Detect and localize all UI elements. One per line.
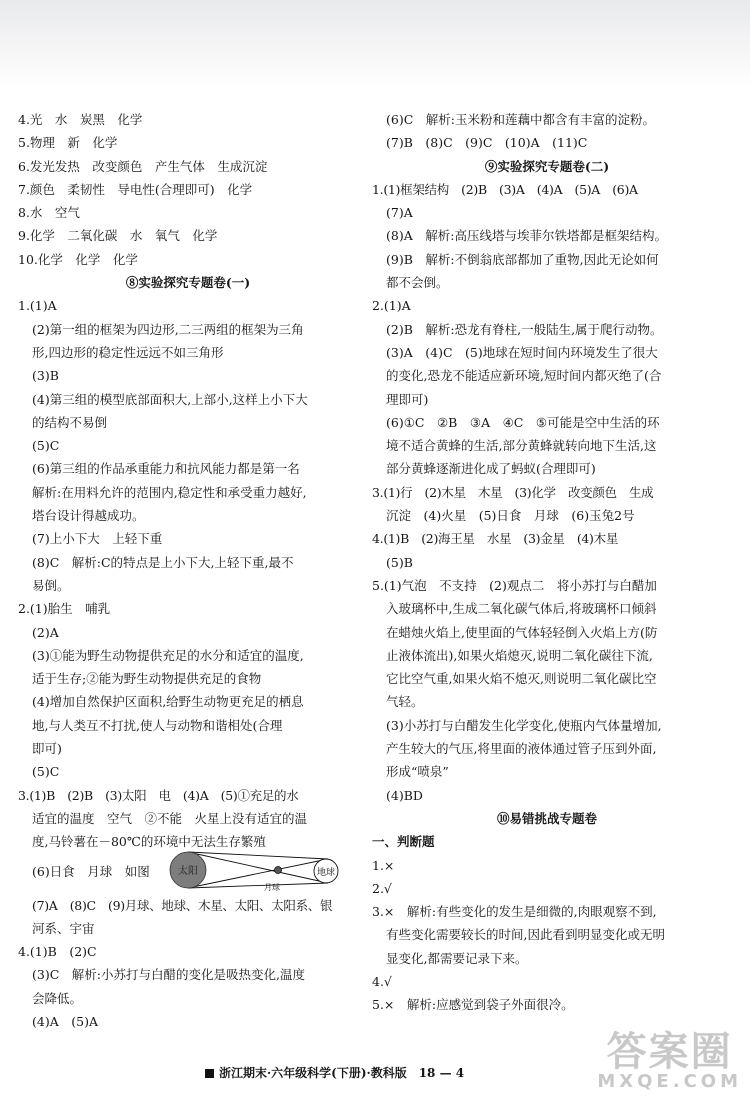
answer-line: 会降低。 — [32, 990, 83, 1006]
answer-line: 的变化,恐龙不能适应新环境,短时间内都灭绝了(合 — [386, 368, 662, 384]
answer-line: 地,与人类互不打扰,使人与动物和谐相处(合理 — [32, 717, 283, 733]
answer-line: 5.× 解析:应感觉到袋子外面很冷。 — [372, 997, 574, 1013]
answer-line: (7)上小下大 上轻下重 — [32, 531, 163, 547]
answer-line: (5)C — [32, 764, 60, 780]
answer-line: 5.物理 新 化学 — [18, 135, 118, 151]
earth-label: 地球 — [316, 867, 336, 878]
answer-line: 境不适合黄蜂的生活,部分黄蜂就转向地下生活,这 — [386, 438, 657, 454]
section-title-8: ⑧实验探究专题卷(一) — [125, 275, 251, 291]
top-shadow-band — [0, 0, 750, 88]
answer-line: 2.(1)A — [372, 298, 411, 314]
answer-line: 理即可) — [386, 391, 429, 407]
moon-label: 月球 — [264, 882, 280, 892]
answer-line: (4)A (5)A — [32, 1013, 98, 1029]
answers-block-8b — [18, 894, 358, 1034]
answer-line: (3)B — [32, 368, 59, 384]
answer-line: 易倒。 — [32, 577, 70, 593]
answer-line: (3)A (4)C (5)地球在短时间内环境发生了很大 — [386, 344, 658, 360]
answer-line: (3)小苏打与白醋发生化学变化,使瓶内气体量增加, — [386, 717, 662, 733]
answer-line: 产生较大的气压,将里面的液体通过管子压到外面, — [386, 741, 657, 757]
answer-line: (3)C 解析:小苏打与白醋的变化是吸热变化,温度 — [32, 967, 305, 983]
eclipse-caption: (6)日食 月球 如图 — [32, 863, 150, 879]
answer-line: 部分黄蜂逐渐进化成了蚂蚁(合理即可) — [386, 461, 596, 477]
answer-line: (2)A — [32, 624, 59, 640]
answer-line: 6.发光发热 改变颜色 产生气体 生成沉淀 — [18, 158, 268, 174]
answer-line: 2.√ — [372, 880, 392, 896]
answer-line: 形成“喷泉” — [386, 764, 449, 780]
answer-line: 4.光 水 炭黑 化学 — [18, 112, 143, 127]
answer-line: 5.(1)气泡 不支持 (2)观点二 将小苏打与白醋加 — [372, 577, 657, 593]
answer-line: (2)B 解析:恐龙有脊柱,一般陆生,属于爬行动物。 — [386, 321, 663, 337]
eclipse-figure-row — [18, 850, 358, 894]
answer-line: 1.(1)框架结构 (2)B (3)A (4)A (5)A (6)A — [372, 181, 638, 197]
answer-line: 解析:在用料允许的范围内,稳定性和承受重力越好, — [32, 484, 307, 500]
answer-line: (7)A — [386, 205, 413, 221]
answer-line: 8.水 空气 — [18, 205, 80, 221]
left-column — [18, 108, 358, 1033]
section-title-9: ⑨实验探究专题卷(二) — [484, 158, 610, 174]
answer-line: (3)①能为野生动物提供充足的水分和适宜的温度, — [32, 647, 304, 663]
answer-line: (7)B (8)C (9)C (10)A (11)C — [386, 135, 588, 151]
answer-line: (7)A (8)C (9)月球、地球、木星、太阳、太阳系、银 — [32, 897, 333, 913]
moon-circle — [275, 866, 282, 873]
sun-label: 太阳 — [178, 865, 198, 877]
answer-line: 气轻。 — [386, 694, 424, 710]
watermark-line2: MXQE.COM — [597, 1071, 742, 1092]
answer-line: 形,四边形的稳定性远远不如三角形 — [32, 344, 224, 360]
answer-line: 入玻璃杯中,生成二氧化碳气体后,将玻璃杯口倾斜 — [386, 601, 657, 617]
answer-line: (2)第一组的框架为四边形,二三两组的框架为三角 — [32, 321, 304, 337]
answer-line: 止液体流出),如果火焰熄灭,说明二氧化碳往下流, — [386, 647, 653, 663]
answer-line: 即可) — [32, 741, 62, 757]
section-title-10: ⑩易错挑战专题卷 — [496, 810, 597, 826]
answer-line: 都不会倒。 — [386, 275, 449, 291]
answers-block-10 — [372, 854, 722, 1017]
answer-line: 3.(1)行 (2)木星 木星 (3)化学 改变颜色 生成 — [372, 484, 654, 500]
answer-line: 3.× 解析:有些变化的发生是细微的,肉眼观察不到, — [372, 904, 657, 920]
answer-line: (6)C 解析:玉米粉和莲藕中都含有丰富的淀粉。 — [386, 112, 655, 127]
answer-line: 2.(1)胎生 哺乳 — [18, 601, 111, 617]
answer-line: 显变化,都需要记录下来。 — [386, 950, 528, 966]
answer-line: (8)A 解析:高压线塔与埃菲尔铁塔都是框架结构。 — [386, 228, 667, 244]
answers-block-7-tail — [372, 108, 722, 155]
answer-line: 1.× — [372, 857, 395, 873]
answer-line: 它比空气重,如果火焰不熄灭,则说明二氧化碳比空 — [386, 671, 657, 687]
answer-line: 有些变化需要较长的时间,因此看到明显变化或无明 — [386, 927, 665, 943]
watermark-line1: 答案圈 — [606, 1029, 733, 1075]
answer-line: 在蜡烛火焰上,使里面的气体轻轻倒入火焰上方(防 — [386, 624, 658, 640]
answer-line: 的结构不易倒 — [32, 414, 108, 430]
answer-line: 河系、宇宙 — [32, 920, 95, 936]
answer-line: (5)C — [32, 438, 60, 454]
answer-line: 7.颜色 柔韧性 导电性(合理即可) 化学 — [18, 181, 253, 197]
answers-block-9 — [372, 178, 722, 807]
answer-line: 适于生存;②能为野生动物提供充足的食物 — [32, 671, 262, 687]
right-column — [372, 108, 722, 1017]
answer-line: (9)B 解析:不倒翁底部都加了重物,因此无论如何 — [386, 251, 659, 267]
answers-block-pre — [18, 108, 358, 271]
answer-line: 适宜的温度 空气 ②不能 火星上没有适宜的温 — [32, 810, 308, 826]
answer-line: (6)①C ②B ③A ④C ⑤可能是空中生活的环 — [386, 414, 660, 430]
answer-line: 度,马铃薯在－80℃的环境中无法生存繁殖 — [32, 834, 266, 850]
answer-line: 4.(1)B (2)海王星 水星 (3)金星 (4)木星 — [372, 531, 619, 547]
answers-block-8 — [18, 294, 358, 853]
answer-line: 塔台设计得越成功。 — [32, 508, 145, 524]
answer-line: (5)B — [386, 554, 413, 570]
answer-line: 9.化学 二氧化碳 水 氧气 化学 — [18, 228, 218, 244]
answer-line: (4)第三组的模型底部面积大,上部小,这样上小下大 — [32, 391, 308, 407]
answer-line: 1.(1)A — [18, 298, 57, 314]
answer-line: (8)C 解析:C的特点是上小下大,上轻下重,最不 — [32, 554, 294, 570]
ray-line — [188, 852, 328, 859]
footer-text: 浙江期末·六年级科学(下册)·教科版 18 — 4 — [219, 1066, 465, 1080]
answer-line: 3.(1)B (2)B (3)太阳 电 (4)A (5)①充足的水 — [18, 787, 299, 803]
watermark-logo — [597, 1020, 742, 1092]
page-footer — [205, 1064, 464, 1081]
answer-line: 4.(1)B (2)C — [18, 944, 97, 960]
subsection-true-false: 一、判断题 — [372, 834, 435, 850]
footer-square-icon — [205, 1069, 214, 1078]
solar-eclipse-diagram — [168, 850, 350, 894]
answer-line: 10.化学 化学 化学 — [18, 251, 138, 267]
ray-line — [188, 852, 328, 883]
answer-line: 沉淀 (4)火星 (5)日食 月球 (6)玉兔2号 — [386, 508, 635, 524]
answer-line: 4.√ — [372, 973, 392, 989]
answer-line: (4)BD — [386, 787, 423, 803]
answer-line: (6)第三组的作品承重能力和抗风能力都是第一名 — [32, 461, 300, 477]
answer-line: (4)增加自然保护区面积,给野生动物更充足的栖息 — [32, 694, 304, 710]
